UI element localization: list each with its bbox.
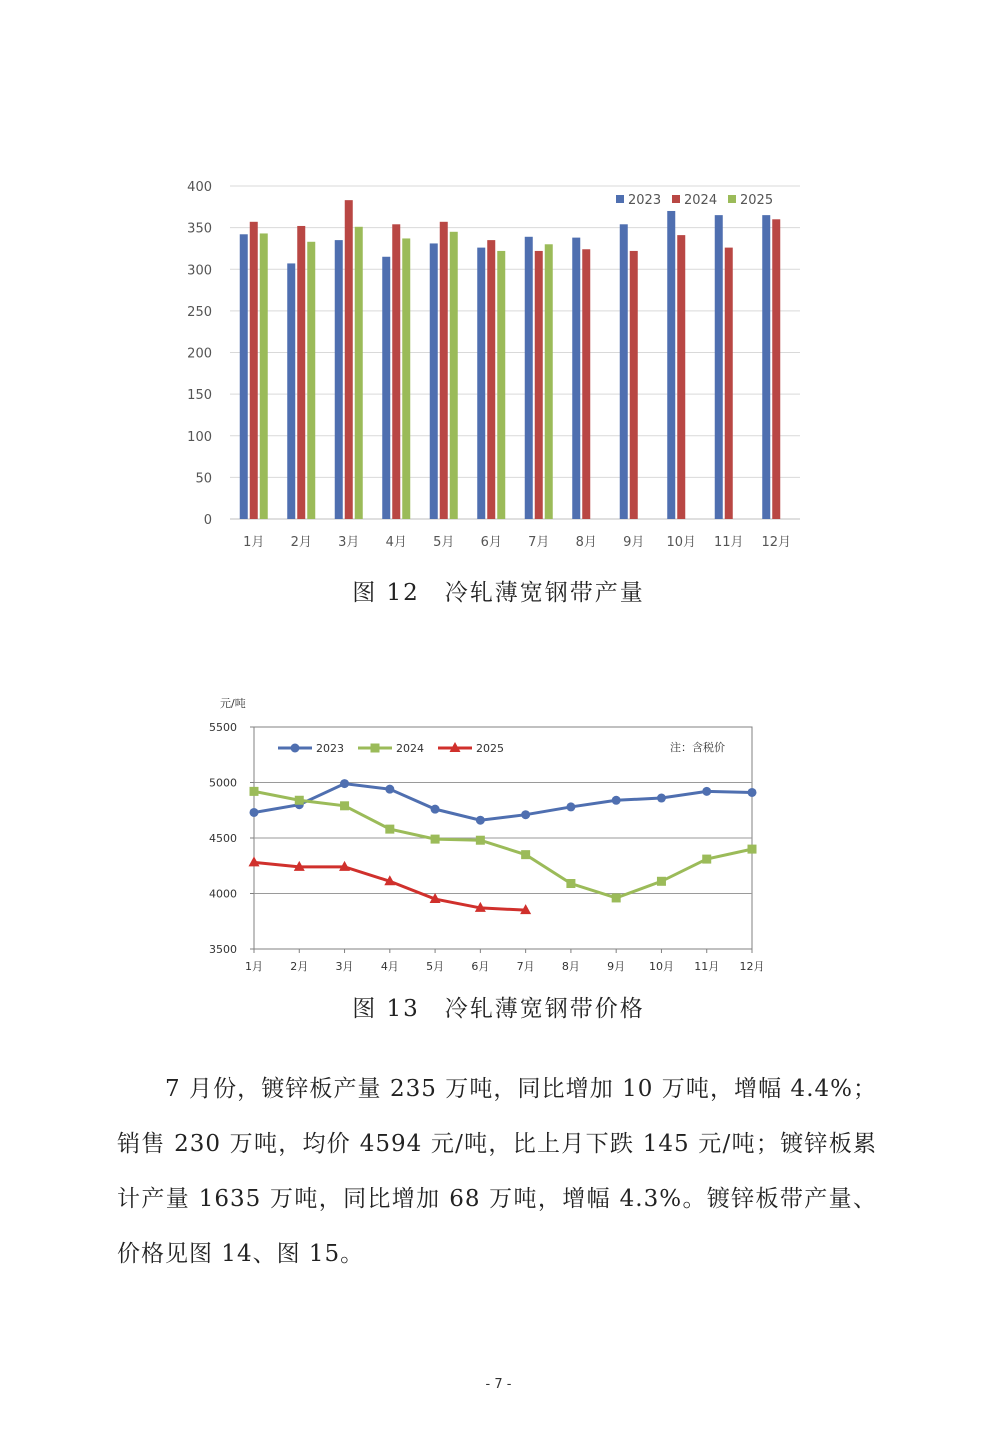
- x-tick-label: 2月: [290, 535, 312, 550]
- y-tick-label: 4000: [209, 887, 237, 901]
- legend-label: 2025: [476, 742, 504, 755]
- y-tick-label: 5500: [209, 721, 237, 734]
- bar-2024: [725, 248, 733, 519]
- x-tick-label: 3月: [338, 535, 360, 550]
- legend-marker-2023: [291, 744, 300, 753]
- legend-label: 2024: [396, 742, 424, 755]
- price-line-chart: [200, 690, 780, 980]
- y-tick-label: 150: [187, 388, 212, 404]
- tax-note-annotation: 注：含税价: [670, 741, 725, 754]
- bar-2023: [525, 237, 533, 519]
- bar-2025: [545, 244, 553, 519]
- y-tick-label: 250: [187, 304, 212, 320]
- x-tick-label: 4月: [385, 535, 407, 550]
- y-tick-label: 50: [195, 471, 212, 487]
- bar-2025: [355, 227, 363, 519]
- bar-2025: [307, 242, 315, 519]
- bar-2025: [497, 251, 505, 519]
- bar-2024: [772, 219, 780, 519]
- x-tick-label: 3月: [335, 960, 354, 973]
- y-tick-label: 5000: [209, 776, 237, 790]
- data-point-2024: [748, 845, 757, 854]
- bar-2025: [450, 232, 458, 519]
- x-tick-label: 7月: [528, 535, 550, 550]
- x-tick-label: 2月: [290, 960, 309, 973]
- x-tick-label: 6月: [471, 960, 490, 973]
- data-point-2024: [702, 855, 711, 864]
- y-tick-label: 400: [187, 180, 212, 195]
- data-point-2023: [476, 816, 485, 825]
- bar-2023: [762, 215, 770, 519]
- figure-12-caption: 图 12 冷轧薄宽钢带产量: [352, 580, 645, 606]
- bar-2024: [250, 222, 258, 519]
- x-tick-label: 9月: [623, 535, 645, 550]
- bar-2024: [677, 235, 685, 519]
- bar-2024: [297, 226, 305, 519]
- y-tick-label: 100: [187, 429, 212, 445]
- x-tick-label: 12月: [761, 535, 792, 550]
- bar-2024: [440, 222, 448, 519]
- data-point-2023: [612, 796, 621, 805]
- legend-swatch-2023: [616, 195, 624, 203]
- data-point-2023: [702, 787, 711, 796]
- data-point-2024: [340, 801, 349, 810]
- data-point-2024: [521, 850, 530, 859]
- bar-2024: [487, 240, 495, 519]
- legend-label: 2023: [628, 193, 662, 208]
- x-tick-label: 4月: [380, 960, 399, 973]
- y-tick-label: 200: [187, 346, 212, 362]
- series-line-2023: [254, 784, 752, 821]
- x-tick-label: 10月: [666, 535, 697, 550]
- bar-2024: [582, 249, 590, 519]
- y-tick-label: 350: [187, 221, 212, 237]
- bar-2024: [392, 224, 400, 519]
- x-tick-label: 1月: [243, 535, 265, 550]
- data-point-2023: [431, 805, 440, 814]
- bar-2023: [667, 211, 675, 519]
- bar-2023: [240, 234, 248, 519]
- data-point-2023: [340, 779, 349, 788]
- legend-label: 2025: [740, 193, 774, 208]
- bar-2025: [402, 238, 410, 519]
- x-tick-label: 1月: [245, 960, 263, 973]
- bar-2024: [345, 200, 353, 519]
- legend-marker-2024: [371, 744, 380, 753]
- y-axis-unit-label: 元/吨: [220, 697, 246, 710]
- bar-2023: [382, 257, 390, 519]
- bar-2023: [430, 243, 438, 519]
- data-point-2023: [748, 788, 757, 797]
- data-point-2023: [566, 802, 575, 811]
- legend-swatch-2025: [728, 195, 736, 203]
- bar-2023: [715, 215, 723, 519]
- y-tick-label: 3500: [209, 943, 237, 956]
- y-tick-label: 4500: [209, 832, 237, 845]
- body-paragraph: 7 月份，镀锌板产量 235 万吨，同比增加 10 万吨，增幅 4.4%；销售 230 万吨，均价 4594 元/吨，比上月下跌 145 元/吨；镀锌板累计产量 1635 万吨，同比增加 68 万吨，增幅 4.3%。镀锌板带产量、价格见图 14、图 15。: [117, 1076, 877, 1267]
- bar-2025: [260, 233, 268, 519]
- bar-2024: [630, 251, 638, 519]
- data-point-2024: [566, 879, 575, 888]
- data-point-2024: [250, 787, 259, 796]
- x-tick-label: 11月: [694, 960, 720, 973]
- page-number: - 7 -: [485, 1377, 512, 1392]
- data-point-2024: [476, 836, 485, 845]
- data-point-2023: [657, 794, 666, 803]
- x-tick-label: 5月: [426, 960, 445, 973]
- bar-2023: [335, 240, 343, 519]
- series-line-2024: [254, 791, 752, 898]
- x-tick-label: 7月: [516, 960, 535, 973]
- x-tick-label: 8月: [561, 960, 580, 973]
- y-tick-label: 300: [187, 263, 212, 279]
- legend-swatch-2024: [672, 195, 680, 203]
- data-point-2024: [431, 835, 440, 844]
- bar-2023: [287, 263, 295, 519]
- x-tick-label: 8月: [575, 535, 597, 550]
- data-point-2024: [657, 877, 666, 886]
- data-point-2024: [612, 893, 621, 902]
- bar-2023: [572, 238, 580, 519]
- x-tick-label: 10月: [648, 960, 674, 973]
- legend-label: 2023: [316, 742, 344, 755]
- data-point-2023: [385, 785, 394, 794]
- bar-2024: [535, 251, 543, 519]
- data-point-2023: [250, 808, 259, 817]
- data-point-2023: [521, 810, 530, 819]
- x-tick-label: 5月: [433, 535, 455, 550]
- data-point-2024: [295, 796, 304, 805]
- bar-2023: [477, 248, 485, 519]
- x-tick-label: 12月: [739, 960, 765, 973]
- production-bar-chart: [180, 170, 810, 560]
- legend-label: 2024: [684, 193, 718, 208]
- x-tick-label: 9月: [607, 960, 626, 973]
- x-tick-label: 11月: [713, 535, 744, 550]
- data-point-2024: [385, 825, 394, 834]
- x-tick-label: 6月: [480, 535, 502, 550]
- figure-13-caption: 图 13 冷轧薄宽钢带价格: [352, 996, 645, 1022]
- bar-2023: [620, 224, 628, 519]
- y-tick-label: 0: [203, 513, 212, 528]
